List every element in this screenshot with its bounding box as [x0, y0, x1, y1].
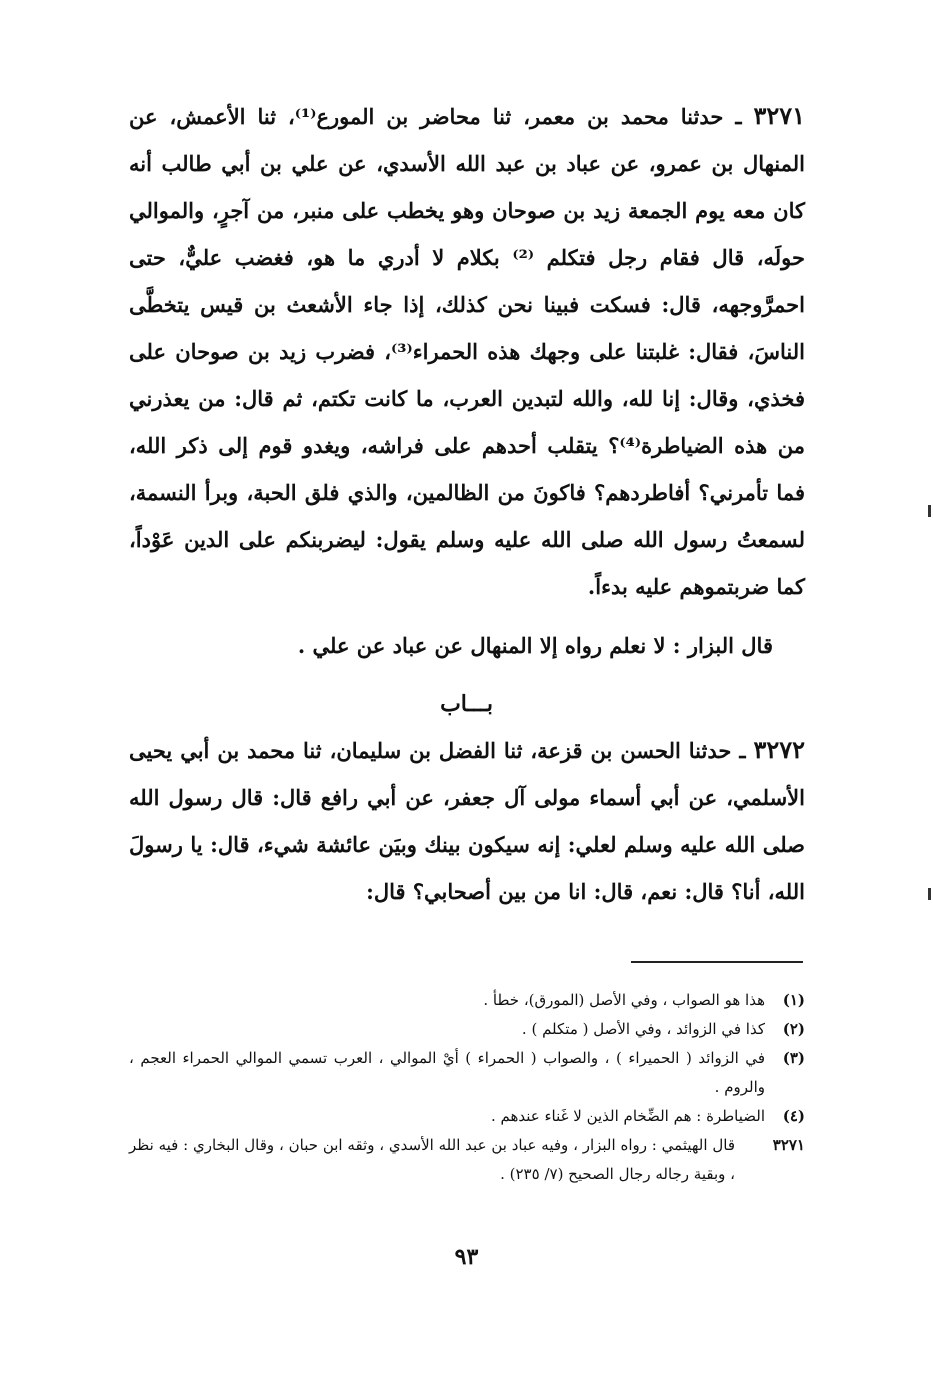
footnote: [129, 1044, 805, 1102]
footnotes: [129, 986, 805, 1189]
footnote: [129, 1102, 805, 1131]
hadith-3272: [129, 726, 805, 915]
bazzar-comment: قال البزار : لا نعلم رواه إلا المنهال عن عباد عن علي .: [297, 633, 773, 658]
source-note: [129, 1131, 805, 1189]
footnote-text: في الزوائد ( الحميراء ) ، والصواب ( الحمراء ) أيْ الموالي ، العرب تسمي الموالي الحمراء العجم ، والروم .: [129, 1049, 765, 1096]
footnote: [129, 1015, 805, 1044]
page-number: ٩٣: [454, 1244, 479, 1270]
footnote-text: كذا في الزوائد ، وفي الأصل ( متكلم ) .: [521, 1020, 765, 1038]
hadith-text: ـ حدثنا محمد بن معمر، ثنا محاضر بن المورع⁽¹⁾، ثنا الأعمش، عن المنهال بن عمرو، عن عباد بن عبد الله الأسدي، عن علي بن أبي طالب أنه كان معه يوم الجمعة زيد بن صوحان وهو يخطب على منبر، من آجرٍ، والموالي حولَه، قال فقام رجل فتكلم ⁽²⁾ بكلام لا أدري ما هو، فغضب عليٌّ، حتى احمرَّوجهه، قال: فسكت فبينا نحن كذلك، إذا جاء الأشعث بن قيس يتخطَّى الناسَ، فقال: غلبتنا على وجهك هذه الحمراء⁽³⁾، فضرب زيد بن صوحان على فخذي، وقال: إنا لله، والله لتبدين العرب، ما كانت تكتم، ثم قال: من يعذرني من هذه الضياطرة⁽⁴⁾؟ يتقلب أحدهم على فراشه، ويغدو قوم إلى ذكر الله، فما تأمرني؟ أفاطردهم؟ فاكونَ من الظالمين، والذي فلق الحبة، وبرأ النسمة، لسمعتُ رسول الله صلى الله عليه وسلم يقول: ليضربنكم على الدين عَوْداً، كما ضربتموهم عليه بدءاً.: [129, 104, 806, 599]
hadith-3271: [129, 92, 805, 610]
footnote-number: (٤): [782, 1107, 805, 1125]
hadith-text: ـ حدثنا الحسن بن قزعة، ثنا الفضل بن سليمان، ثنا محمد بن أبي يحيى الأسلمي، عن أبي أسماء مولى آل جعفر، عن أبي رافع قال: قال رسول الله صلى الله عليه وسلم لعلي: إنه سيكون بينك وبيَن عائشة شيء، قال: يا رسولَ الله، أنا؟ قال: نعم، قال: انا من بين أصحابي؟ قال:: [129, 738, 805, 904]
footnote-text: هذا هو الصواب ، وفي الأصل (المورق)، خطأ .: [483, 991, 765, 1009]
footnote-number: (٢): [782, 1020, 805, 1038]
footnote: [129, 986, 805, 1015]
hadith-number: ٣٢٧١: [753, 101, 805, 130]
hadith-number: ٣٢٧٢: [753, 735, 805, 764]
scan-edge-mark: [928, 505, 931, 517]
scan-edge-mark: [928, 888, 931, 900]
footnote-number: (١): [782, 991, 805, 1009]
footnote-divider: [631, 961, 803, 963]
footnote-text: الضياطرة : هم الضِّخام الذين لا غَناء عندهم .: [490, 1107, 765, 1125]
source-note-number: ٣٢٧١: [772, 1136, 805, 1154]
footnote-number: (٣): [782, 1049, 805, 1067]
source-note-text: قال الهيثمي : رواه البزار ، وفيه عباد بن عبد الله الأسدي ، وثقه ابن حبان ، وقال البخاري : فيه نظر ، وبقية رجاله رجال الصحيح (٧/ ٢٣٥) .: [129, 1136, 735, 1183]
chapter-heading: بـــاب: [440, 691, 493, 717]
